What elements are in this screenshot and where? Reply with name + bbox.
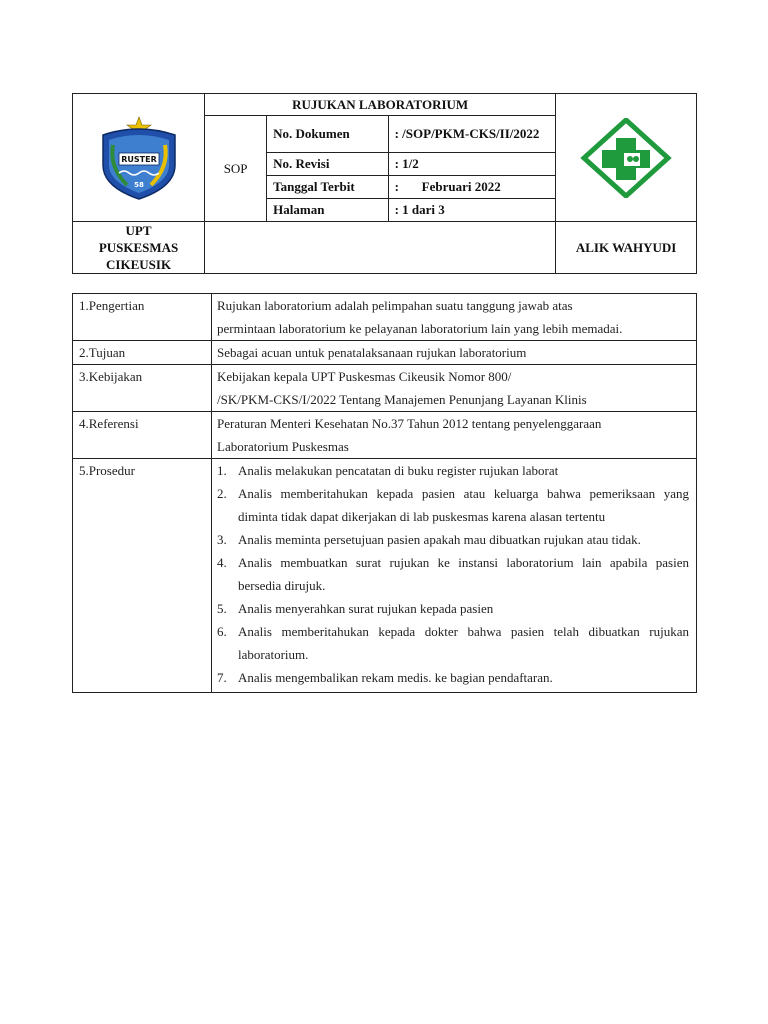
puskesmas-logo-icon [580,118,672,198]
step-text: Analis memberitahukan kepada dokter bahwa pasien telah dibuatkan rujukan laboratorium. [238,624,689,662]
section-label: 4.Referensi [73,412,212,459]
org-line-1: UPT [125,223,152,238]
field-value-no-dokumen: : /SOP/PKM-CKS/II/2022 [388,116,556,153]
regional-emblem-icon [91,115,187,201]
section-prosedur [73,459,697,693]
section-label: 3.Kebijakan [73,365,212,412]
field-value-tanggal-terbit: : Februari 2022 [388,176,556,199]
section-content [212,365,697,412]
step-text: Analis membuatkan surat rujukan ke instansi laboratorium lain apabila pasien bersedia dirujuk. [238,555,689,593]
referensi-line-1: Peraturan Menteri Kesehatan No.37 Tahun 2012 tentang penyelenggaraan [217,416,602,431]
field-value-no-revisi: : 1/2 [388,153,556,176]
document-title: RUJUKAN LABORATORIUM [205,94,556,116]
procedure-steps-list [217,459,689,689]
section-content [212,294,697,341]
blank-cell [205,222,556,274]
org-line-2: PUSKESMAS [98,240,179,255]
section-label: 1.Pengertian [73,294,212,341]
section-content [212,341,697,365]
step-text: Analis menyerahkan surat rujukan kepada pasien [238,601,494,616]
organization-name [73,222,205,274]
kebijakan-line-2: /SK/PKM-CKS/I/2022 Tentang Manajemen Penunjang Layanan Klinis [217,392,587,407]
sop-content-table [72,293,697,693]
procedure-step [217,528,689,551]
puskesmas-logo-cell [556,94,697,222]
emblem-number-text: 58 [133,180,144,189]
step-text: Analis meminta persetujuan pasien apakah mau dibuatkan rujukan atau tidak. [238,532,641,547]
signatory-name: ALIK WAHYUDI [556,222,697,274]
emblem-banner-text: RUSTER [120,154,157,164]
org-line-3: CIKEUSIK [106,257,172,272]
regional-emblem-cell [73,94,205,222]
step-number: 6. [217,624,227,639]
field-label-no-revisi: No. Revisi [267,153,388,176]
pengertian-line-2: permintaan laboratorium ke pelayanan laboratorium lain yang lebih memadai. [217,321,623,336]
step-number: 3. [217,532,227,547]
step-text: Analis mengembalikan rekam medis. ke bagian pendaftaran. [238,670,553,685]
sop-label: SOP [205,116,267,222]
section-kebijakan [73,365,697,412]
procedure-step [217,482,689,528]
section-content [212,412,697,459]
section-tujuan [73,341,697,365]
step-number: 4. [217,555,227,570]
step-number: 2. [217,486,227,501]
procedure-step [217,459,689,482]
procedure-step [217,666,689,689]
referensi-line-2: Laboratorium Puskesmas [217,439,349,454]
step-text: Analis melakukan pencatatan di buku register rujukan laborat [238,463,559,478]
section-content [212,459,697,693]
step-number: 5. [217,601,227,616]
section-label: 2.Tujuan [73,341,212,365]
procedure-step [217,620,689,666]
pengertian-line-1: Rujukan laboratorium adalah pelimpahan suatu tanggung jawab atas [217,298,573,313]
section-label: 5.Prosedur [73,459,212,693]
section-referensi [73,412,697,459]
kebijakan-line-1: Kebijakan kepala UPT Puskesmas Cikeusik Nomor 800/ [217,369,512,384]
tujuan-line-1: Sebagai acuan untuk penatalaksanaan rujukan laboratorium [217,345,527,360]
field-label-tanggal-terbit: Tanggal Terbit [267,176,388,199]
procedure-step [217,597,689,620]
field-label-halaman: Halaman [267,199,388,222]
step-number: 7. [217,670,227,685]
step-number: 1. [217,463,227,478]
step-text: Analis memberitahukan kepada pasien atau keluarga bahwa pemeriksaan yang diminta tidak dapat dikerjakan di lab puskesmas karena alasan tertentu [238,486,689,524]
field-value-halaman: : 1 dari 3 [388,199,556,222]
procedure-step [217,551,689,597]
field-label-no-dokumen: No. Dokumen [267,116,388,153]
sop-header-table [72,93,697,274]
section-pengertian [73,294,697,341]
